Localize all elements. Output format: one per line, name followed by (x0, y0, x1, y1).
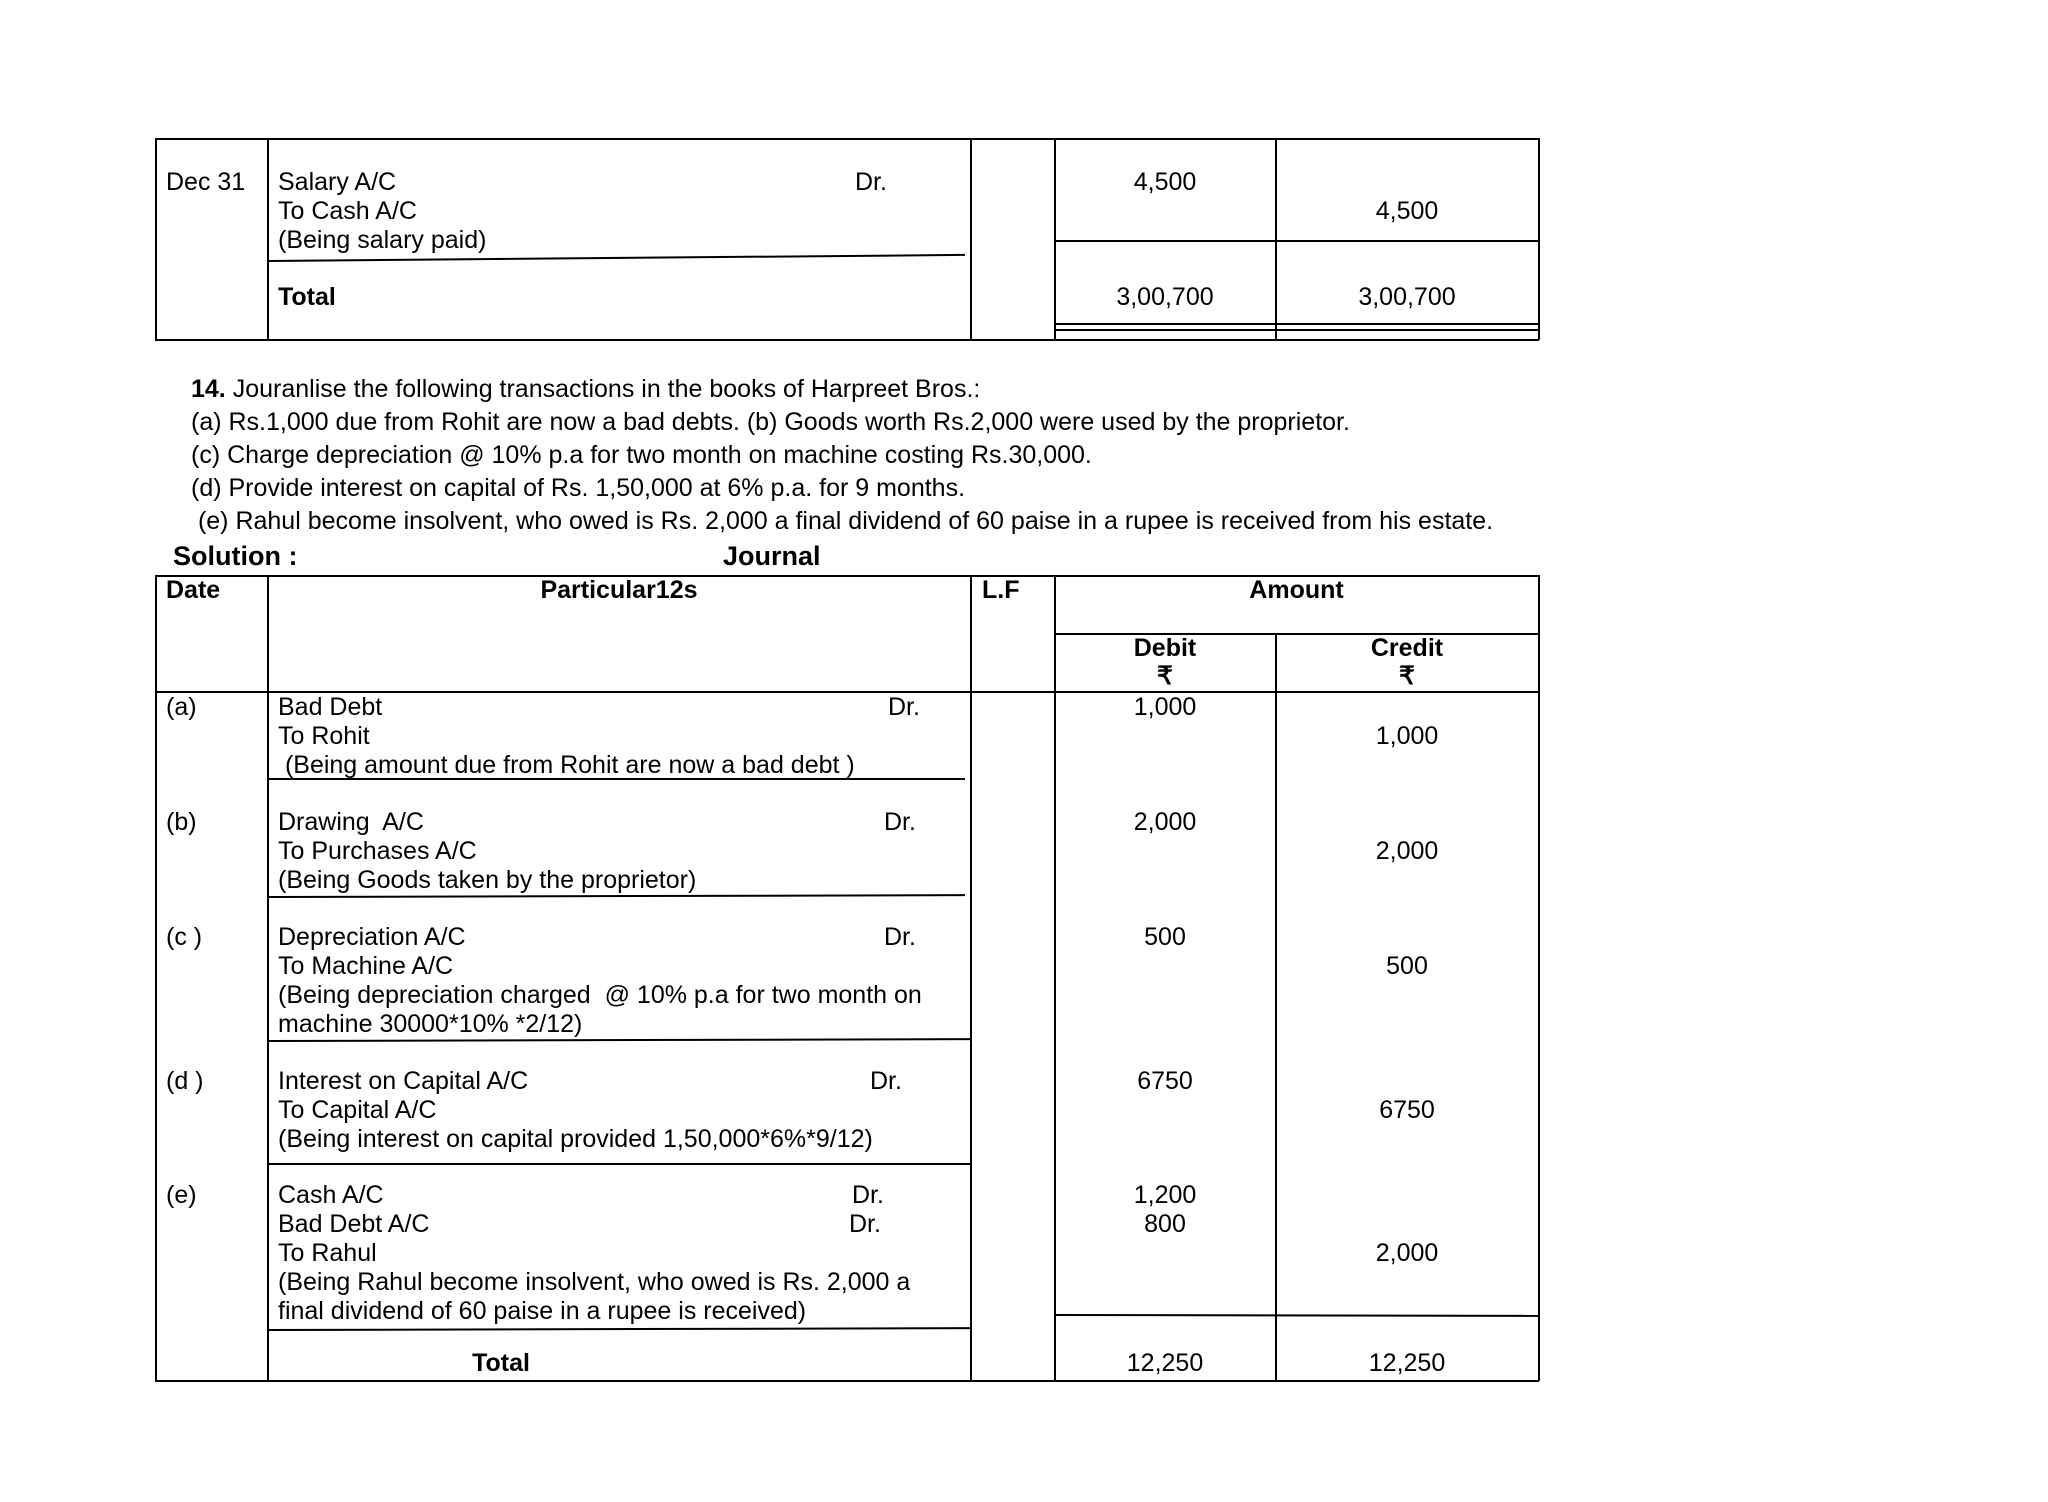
table1-entry-separator (268, 254, 965, 262)
table2-col-divider (970, 575, 972, 1381)
table2-left-border (155, 575, 157, 1381)
entry-credit: 1,000 (1375, 722, 1439, 750)
entry-line: Depreciation A/C (278, 923, 466, 951)
entry-debit: 1,200 (1133, 1181, 1197, 1209)
entry-debit: 500 (1144, 923, 1186, 951)
header-date: Date (166, 576, 221, 604)
table2-col-divider (267, 575, 269, 1381)
entry-debit: 800 (1144, 1210, 1186, 1238)
entry-line: To Machine A/C (278, 952, 454, 980)
table2-right-border (1538, 575, 1540, 1381)
question-heading (191, 373, 980, 406)
entry-debit: 2,000 (1133, 808, 1197, 836)
entry-credit: 500 (1386, 952, 1428, 980)
entry-separator (268, 1163, 972, 1165)
entry-date: (a) (166, 693, 197, 721)
entry-dr-label: Dr. (870, 1067, 902, 1095)
table1-right-border (1538, 138, 1540, 340)
entry-line: To Rohit (278, 722, 370, 750)
table2-bottom-border (155, 1380, 1539, 1382)
entry-line: Bad Debt A/C (278, 1210, 430, 1238)
question-item: (c) Charge depreciation @ 10% p.a for two month on machine costing Rs.30,000. (191, 441, 1092, 469)
question-text: Jouranlise the following transactions in the books of Harpreet Bros.: (232, 375, 981, 403)
table1-line: Salary A/C (278, 168, 397, 196)
entry-dr-label: Dr. (888, 693, 920, 721)
entry-line: Cash A/C (278, 1181, 384, 1209)
table1-col-divider (267, 138, 269, 340)
entry-line: To Purchases A/C (278, 837, 477, 865)
total-label: Total (472, 1349, 530, 1377)
entry-date: (b) (166, 808, 197, 836)
journal-title: Journal (723, 541, 821, 571)
table1-double-underline (1054, 323, 1538, 325)
table1-dr-label: Dr. (855, 168, 887, 196)
table1-left-border (155, 138, 157, 340)
entry-dr-label: Dr. (849, 1210, 881, 1238)
solution-label: Solution : (173, 541, 298, 571)
table1-total-debit: 3,00,700 (1116, 283, 1214, 311)
entry-dr-label: Dr. (884, 923, 916, 951)
question-item: (a) Rs.1,000 due from Rohit are now a bad debts. (b) Goods worth Rs.2,000 were used by the proprietor. (191, 408, 1350, 436)
table1-top-border (155, 138, 1539, 140)
table1-credit: 4,500 (1375, 197, 1439, 225)
table1-narration: (Being salary paid) (278, 226, 487, 254)
header-lf: L.F (982, 576, 1020, 604)
header-credit: Credit (1370, 634, 1444, 662)
table1-double-underline (1054, 329, 1538, 331)
entry-narration: (Being interest on capital provided 1,50,000*6%*9/12) (278, 1125, 873, 1153)
header-debit: Debit (1133, 634, 1197, 662)
table1-total-label: Total (278, 283, 336, 311)
entry-credit: 2,000 (1375, 837, 1439, 865)
amount-subtotal-line (1054, 1314, 1538, 1316)
table1-total-credit: 3,00,700 (1358, 283, 1456, 311)
header-particulars: Particular12s (540, 576, 698, 604)
entry-credit: 2,000 (1375, 1239, 1439, 1267)
entry-line: To Capital A/C (278, 1096, 437, 1124)
entry-narration: (Being Rahul become insolvent, who owed is Rs. 2,000 a (278, 1268, 911, 1296)
entry-narration: (Being depreciation charged @ 10% p.a for two month on (278, 981, 922, 1009)
entry-credit: 6750 (1379, 1096, 1435, 1124)
table1-line: To Cash A/C (278, 197, 417, 225)
total-debit: 12,250 (1126, 1349, 1204, 1377)
table1-debit: 4,500 (1133, 168, 1197, 196)
rupee-icon: ₹ (1157, 662, 1173, 690)
question-item: (d) Provide interest on capital of Rs. 1,50,000 at 6% p.a. for 9 months. (191, 474, 966, 502)
entry-separator (268, 1327, 972, 1330)
entry-line: Interest on Capital A/C (278, 1067, 529, 1095)
entry-narration: final dividend of 60 paise in a rupee is received) (278, 1297, 807, 1325)
table1-date: Dec 31 (166, 168, 246, 196)
table1-subtotal-line (1054, 240, 1538, 242)
table1-bottom-border (155, 339, 1539, 341)
entry-line: Bad Debt (278, 693, 383, 721)
entry-narration: machine 30000*10% *2/12) (278, 1010, 583, 1038)
entry-narration: (Being Goods taken by the proprietor) (278, 866, 697, 894)
entry-line: Drawing A/C (278, 808, 424, 836)
entry-date: (e) (166, 1181, 197, 1209)
entry-debit: 6750 (1137, 1067, 1193, 1095)
total-credit: 12,250 (1368, 1349, 1446, 1377)
table1-col-divider (970, 138, 972, 340)
entry-dr-label: Dr. (852, 1181, 884, 1209)
question-number: 14. (191, 375, 226, 403)
entry-date: (d ) (166, 1067, 204, 1095)
question-item: (e) Rahul become insolvent, who owed is Rs. 2,000 a final dividend of 60 paise in a rupee is received from his estate. (191, 507, 1494, 535)
header-amount: Amount (1249, 576, 1344, 604)
entry-date: (c ) (166, 923, 203, 951)
rupee-icon: ₹ (1399, 662, 1415, 690)
entry-line: To Rahul (278, 1239, 377, 1267)
entry-debit: 1,000 (1133, 693, 1197, 721)
entry-narration: (Being amount due from Rohit are now a bad debt ) (278, 751, 855, 779)
entry-dr-label: Dr. (884, 808, 916, 836)
